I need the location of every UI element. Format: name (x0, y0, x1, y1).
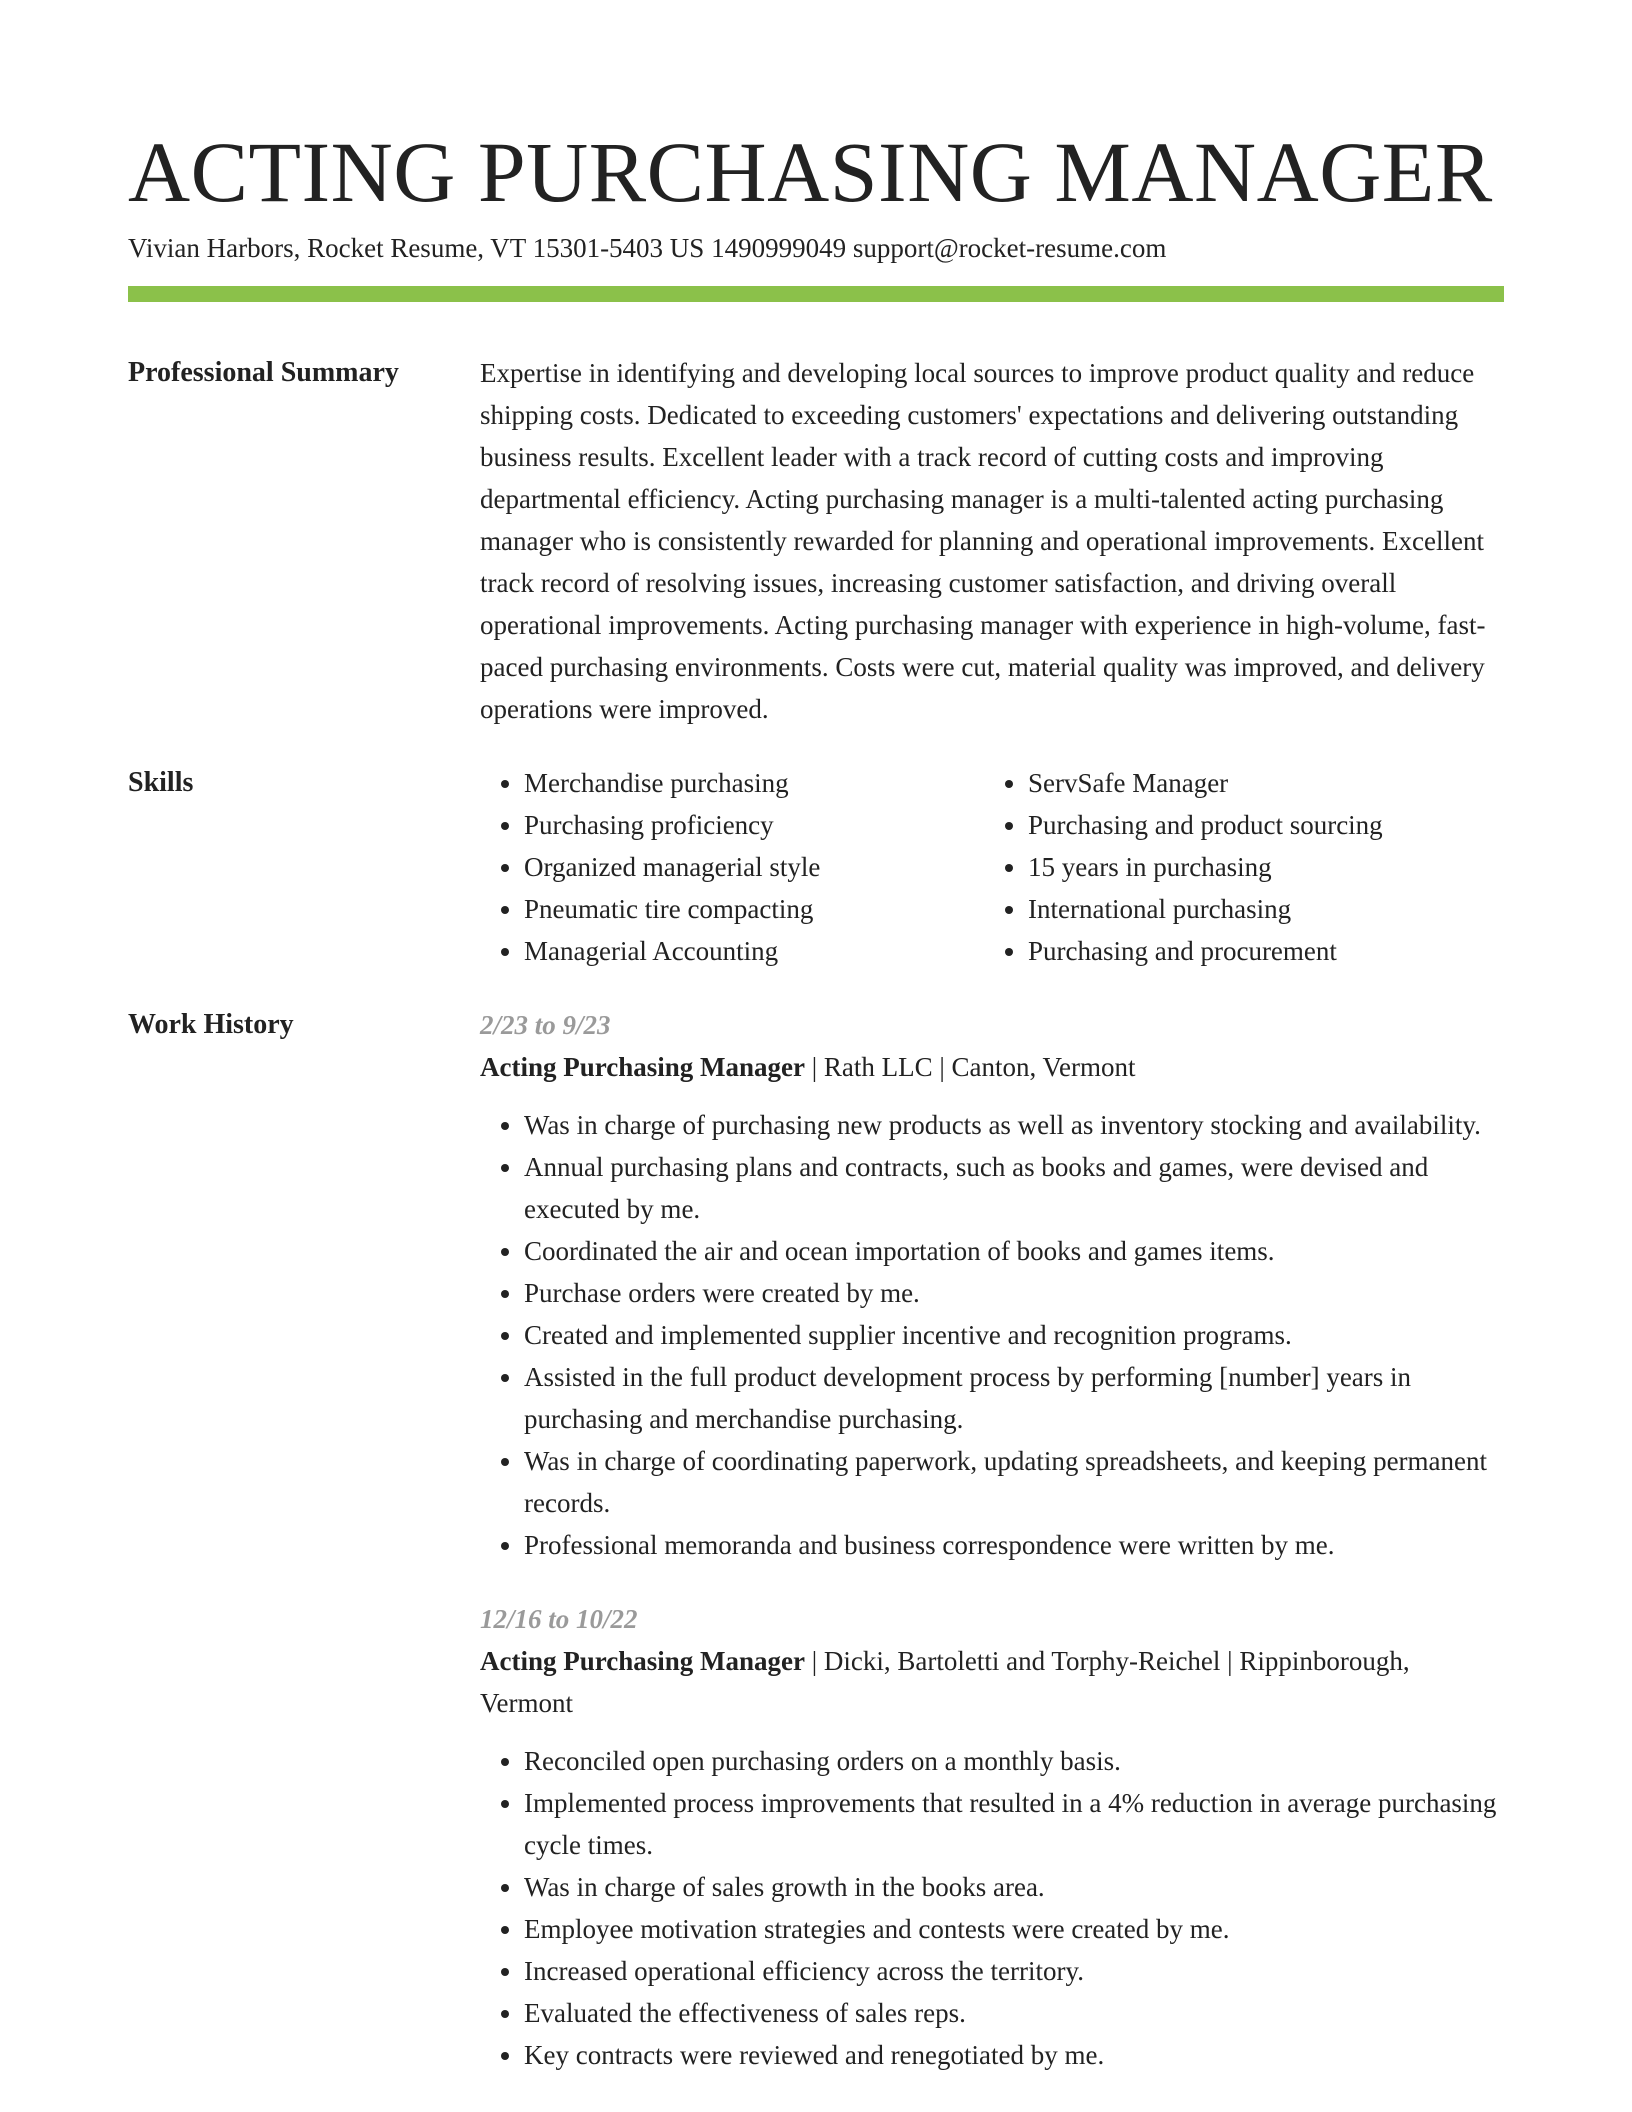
job-bullet: • Purchase orders were created by me. (524, 1272, 1504, 1314)
skills-heading: Skills (128, 767, 194, 798)
skill-item: • Purchasing and product sourcing (1028, 804, 1488, 846)
job-bullet: • Professional memoranda and business correspondence were written by me. (524, 1524, 1504, 1566)
skill-item: • 15 years in purchasing (1028, 846, 1488, 888)
summary-section (128, 352, 1504, 730)
work-history-heading: Work History (128, 1009, 294, 1040)
job-title: Acting Purchasing Manager (480, 1052, 805, 1082)
job-heading (480, 1640, 1504, 1724)
job-bullet: • Assisted in the full product development process by performing [number] years in purchasing and merchandise purchasing. (524, 1356, 1504, 1440)
skill-item: • Purchasing proficiency (524, 804, 984, 846)
skill-item: • Managerial Accounting (524, 930, 984, 972)
skills-body (480, 762, 1504, 972)
job-entry (480, 1598, 1504, 2076)
skill-item: • Organized managerial style (524, 846, 984, 888)
job-bullet: • Coordinated the air and ocean importation of books and games items. (524, 1230, 1504, 1272)
job-entry (480, 1004, 1504, 1566)
skill-item: • ServSafe Manager (1028, 762, 1488, 804)
job-bullet: • Was in charge of coordinating paperwork, updating spreadsheets, and keeping permanent records. (524, 1440, 1504, 1524)
job-bullet: • Reconciled open purchasing orders on a monthly basis. (524, 1740, 1504, 1782)
job-date: 2/23 to 9/23 (480, 1010, 611, 1040)
skill-item: • Purchasing and procurement (1028, 930, 1488, 972)
skill-item: • International purchasing (1028, 888, 1488, 930)
job-bullet: • Employee motivation strategies and contests were created by me. (524, 1908, 1504, 1950)
skills-column-left (480, 762, 984, 972)
job-date: 12/16 to 10/22 (480, 1604, 638, 1634)
skill-item: • Pneumatic tire compacting (524, 888, 984, 930)
skills-section (128, 762, 1504, 972)
work-history-body (480, 1004, 1504, 2076)
job-details: | Dicki, Bartoletti and Torphy-Reichel | Rippinborough, Vermont (480, 1646, 1410, 1718)
job-heading (480, 1046, 1504, 1088)
accent-divider (128, 286, 1504, 302)
job-bullet: • Implemented process improvements that resulted in a 4% reduction in average purchasing cycle times. (524, 1782, 1504, 1866)
contact-line: Vivian Harbors, Rocket Resume, VT 15301-5403 US 1490999049 support@rocket-resume.com (128, 233, 1167, 263)
job-bullet-list (480, 1740, 1504, 2076)
summary-text: Expertise in identifying and developing local sources to improve product quality and reduce shipping costs. Dedicated to exceeding customers' expectations and delivering outstanding business results. Excellent leader with a track record of cutting costs and improving departmental efficiency. Acting purchasing manager is a multi-talented acting purchasing manager who is consistently rewarded for planning and operational improvements. Excellent track record of resolving issues, increasing customer satisfaction, and driving overall operational improvements. Acting purchasing manager with experience in high-volume, fast-paced purchasing environments. Costs were cut, material quality was improved, and delivery operations were improved. (480, 358, 1486, 724)
job-bullet: • Key contracts were reviewed and renegotiated by me. (524, 2034, 1504, 2076)
resume-title: ACTING PURCHASING MANAGER (128, 124, 1493, 220)
job-bullet: • Annual purchasing plans and contracts, such as books and games, were devised and executed by me. (524, 1146, 1504, 1230)
job-bullet: • Created and implemented supplier incentive and recognition programs. (524, 1314, 1504, 1356)
job-title: Acting Purchasing Manager (480, 1646, 805, 1676)
job-bullet: • Was in charge of purchasing new products as well as inventory stocking and availability. (524, 1104, 1504, 1146)
skill-item: • Merchandise purchasing (524, 762, 984, 804)
skills-column-right (984, 762, 1488, 972)
resume-page (128, 0, 1504, 2076)
job-details: | Rath LLC | Canton, Vermont (805, 1052, 1136, 1082)
job-bullet: • Increased operational efficiency across the territory. (524, 1950, 1504, 1992)
job-bullet-list (480, 1104, 1504, 1566)
job-bullet: • Was in charge of sales growth in the books area. (524, 1866, 1504, 1908)
summary-heading: Professional Summary (128, 357, 399, 388)
work-history-section (128, 1004, 1504, 2076)
job-bullet: • Evaluated the effectiveness of sales reps. (524, 1992, 1504, 2034)
